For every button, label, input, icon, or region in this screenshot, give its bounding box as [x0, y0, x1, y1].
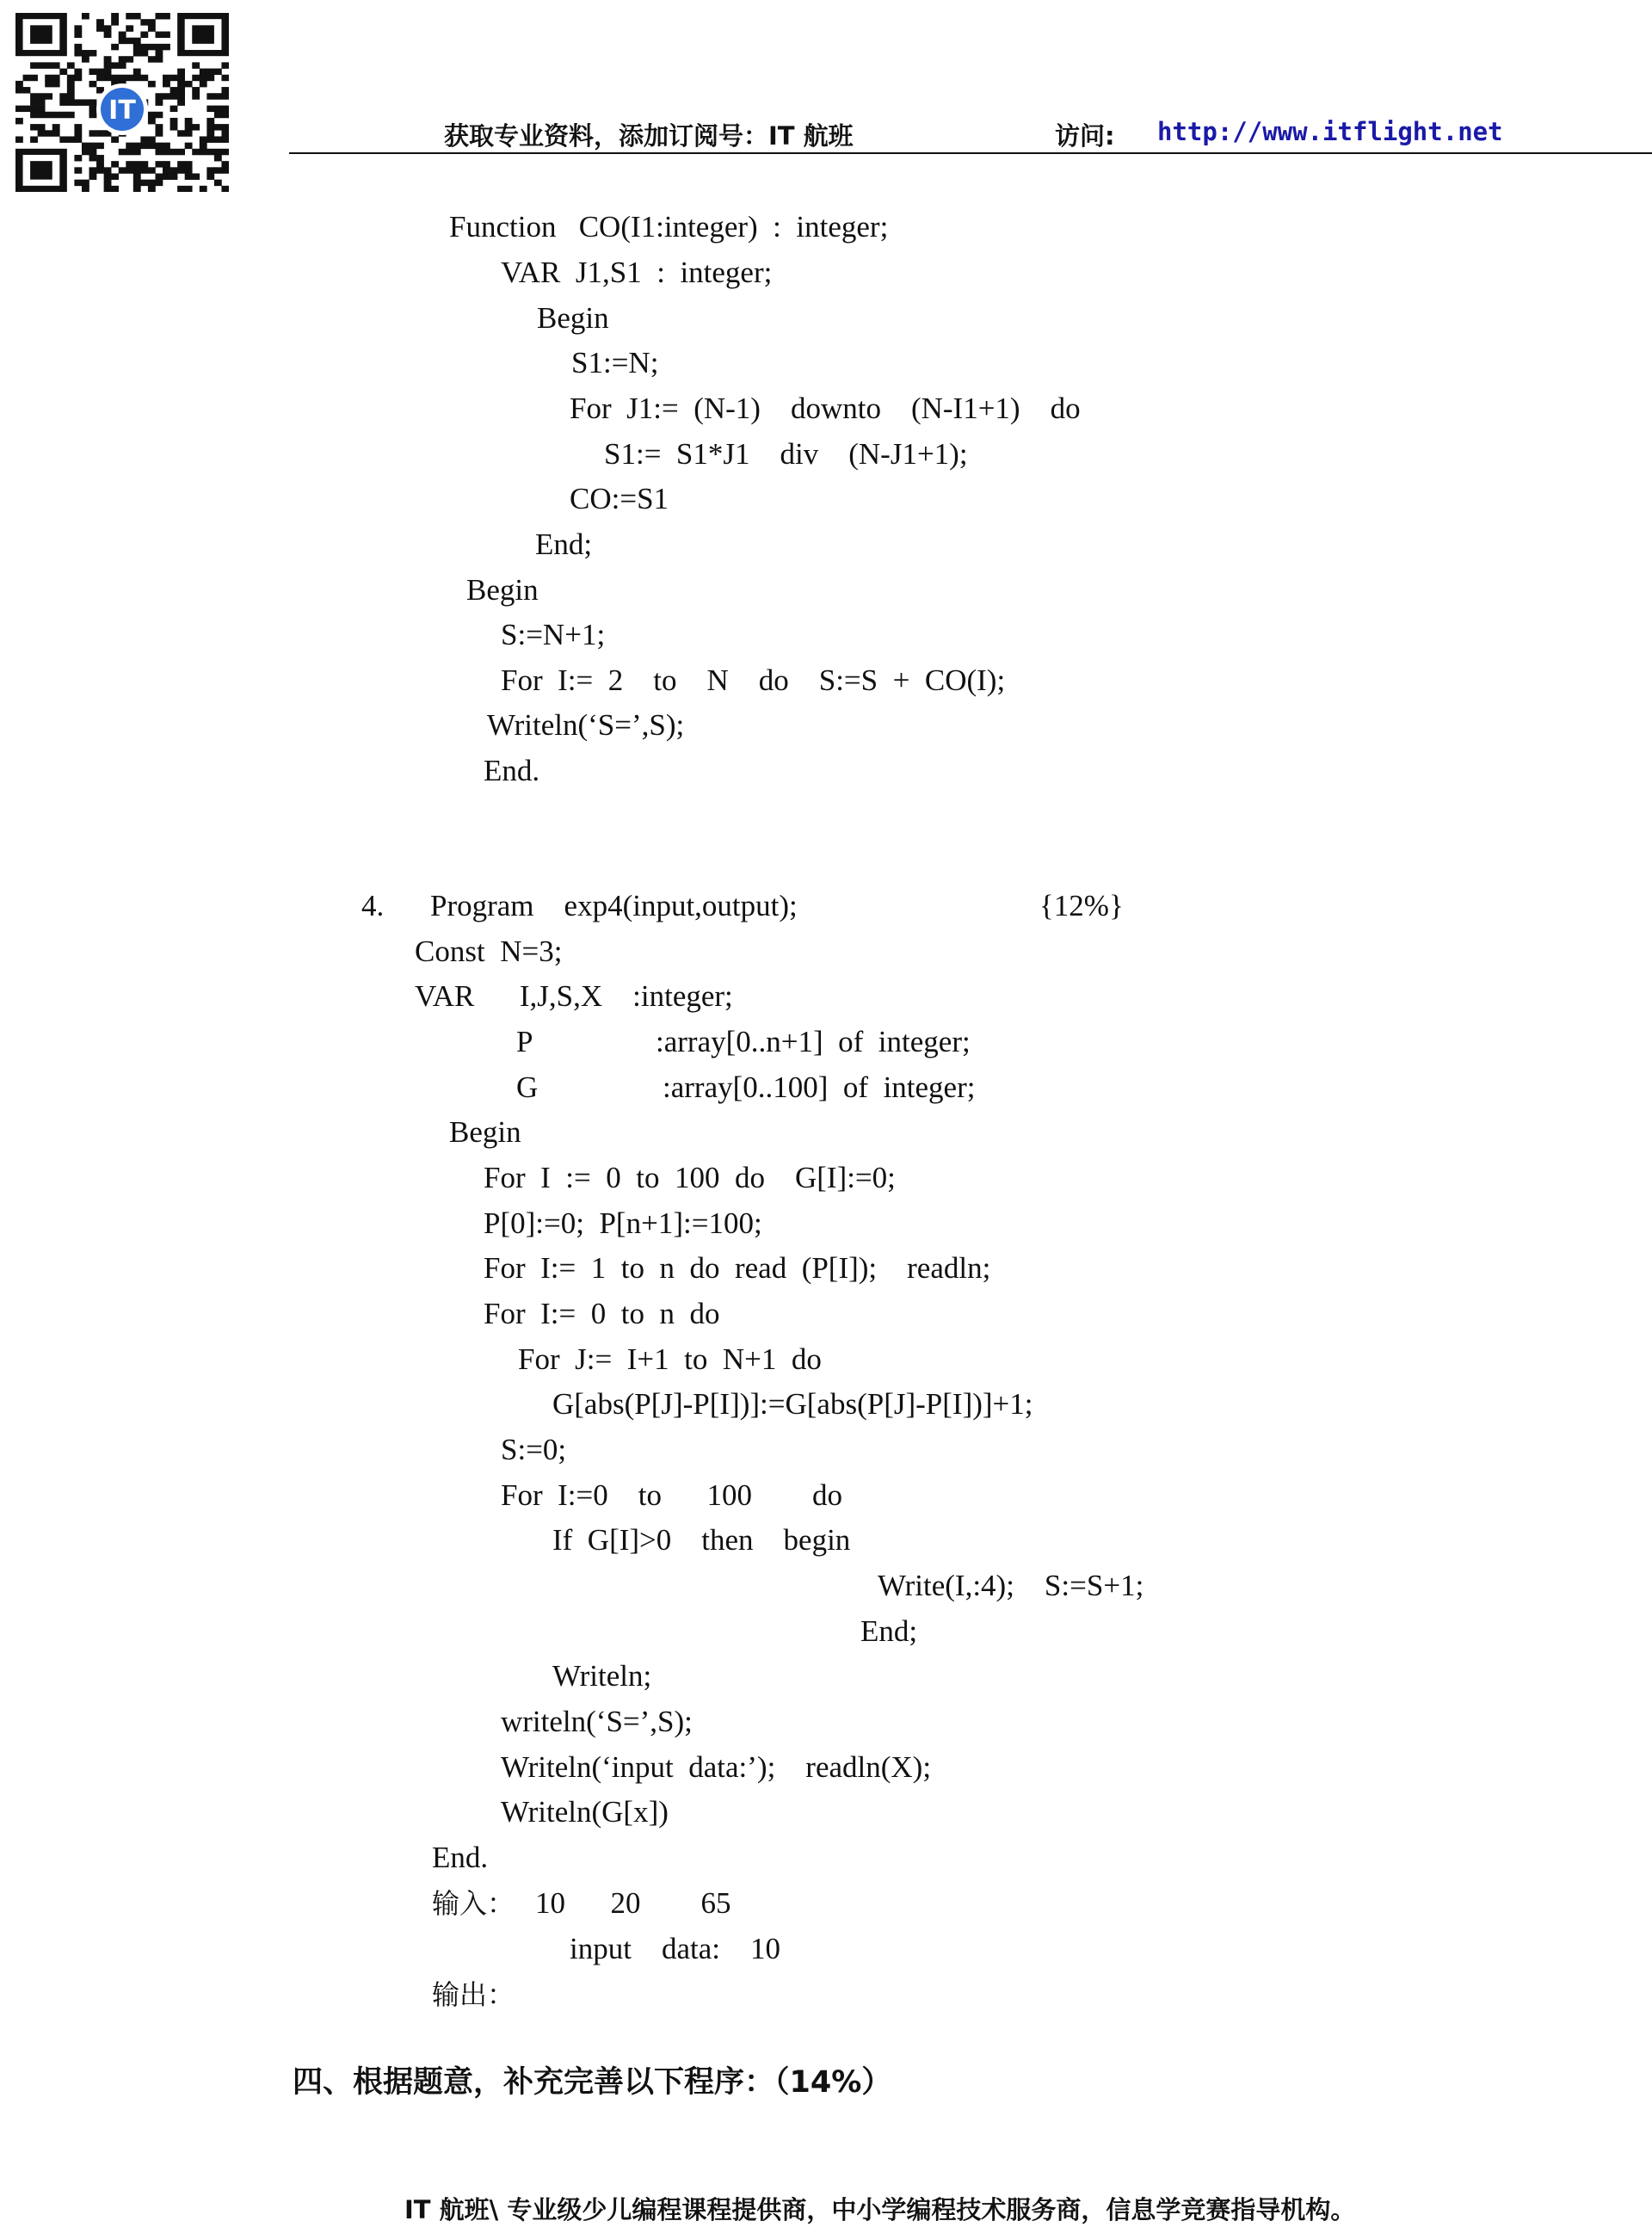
code-line: Begin: [466, 573, 539, 607]
code-line: S1:=N;: [571, 346, 659, 379]
code-line: End;: [860, 1614, 918, 1648]
header-url-link[interactable]: http://www.itflight.net: [1157, 117, 1503, 146]
code-line: writeln(‘S=’,S);: [501, 1705, 693, 1738]
code-line: End.: [432, 1841, 489, 1874]
code-line: For J1:= (N-1) downto (N-I1+1) do: [570, 392, 1081, 425]
code-line: VAR I,J,S,X :integer;: [415, 979, 733, 1013]
code-line: Const N=3;: [415, 935, 563, 968]
code-line: VAR J1,S1 : integer;: [501, 256, 773, 289]
code-line: Writeln;: [552, 1659, 652, 1693]
footer-text: IT 航班\ 专业级少儿编程课程提供商，中小学编程技术服务商，信息学竞赛指导机构。: [404, 2195, 1356, 2224]
code-line: Write(I,:4); S:=S+1;: [878, 1569, 1144, 1602]
code-line: For I:= 2 to N do S:=S + CO(I);: [501, 663, 1006, 697]
code-line: If G[I]>0 then begin: [552, 1523, 851, 1557]
output-label: 输出：: [432, 1978, 515, 2011]
input-label: 输入：: [432, 1887, 515, 1920]
code-line: Begin: [537, 301, 609, 335]
question-number: 4.: [361, 889, 385, 922]
code-line: Begin: [449, 1115, 521, 1149]
code-line: :array[0..n+1] of integer;: [656, 1025, 971, 1058]
code-line: Function CO(I1:integer) : integer;: [449, 210, 889, 244]
score-label: {12%}: [1039, 889, 1124, 922]
header-divider: [289, 152, 1652, 154]
code-line: :array[0..100] of integer;: [663, 1070, 976, 1104]
code-line: P[0]:=0; P[n+1]:=100;: [484, 1206, 762, 1240]
code-line: CO:=S1: [570, 482, 669, 515]
code-line: For J:= I+1 to N+1 do: [518, 1342, 822, 1376]
code-line: S1:= S1*J1 div (N-J1+1);: [604, 437, 968, 471]
header-subscription-text: 获取专业资料，添加订阅号：IT 航班: [444, 121, 854, 151]
input-data-line: input data: 10: [570, 1932, 780, 1965]
code-line: Writeln(‘S=’,S);: [487, 708, 685, 742]
code-line: End;: [535, 527, 593, 561]
input-values: 10 20 65: [535, 1886, 731, 1920]
section-heading: 四、根据题意，补充完善以下程序：（14%）: [293, 2065, 892, 2100]
qr-code-image: [15, 13, 229, 192]
code-line: Writeln(‘input data:’); readln(X);: [501, 1750, 932, 1784]
code-line: For I := 0 to 100 do G[I]:=0;: [484, 1161, 896, 1194]
code-line: G[abs(P[J]-P[I])]:=G[abs(P[J]-P[I])]+1;: [552, 1387, 1033, 1421]
code-line: S:=N+1;: [501, 618, 606, 651]
code-line: Writeln(G[x]): [501, 1795, 669, 1829]
code-line: For I:= 0 to n do: [484, 1297, 720, 1330]
header-visit-label: 访问:: [1055, 121, 1115, 151]
code-line: For I:=0 to 100 do: [501, 1478, 842, 1512]
it-logo-text: IT: [108, 96, 136, 126]
program-heading: Program exp4(input,output);: [430, 889, 798, 922]
code-line: G: [516, 1070, 539, 1104]
code-line: End.: [484, 754, 540, 787]
code-line: P: [516, 1025, 533, 1058]
code-line: For I:= 1 to n do read (P[I]); readln;: [484, 1251, 991, 1285]
code-line: S:=0;: [501, 1433, 567, 1466]
